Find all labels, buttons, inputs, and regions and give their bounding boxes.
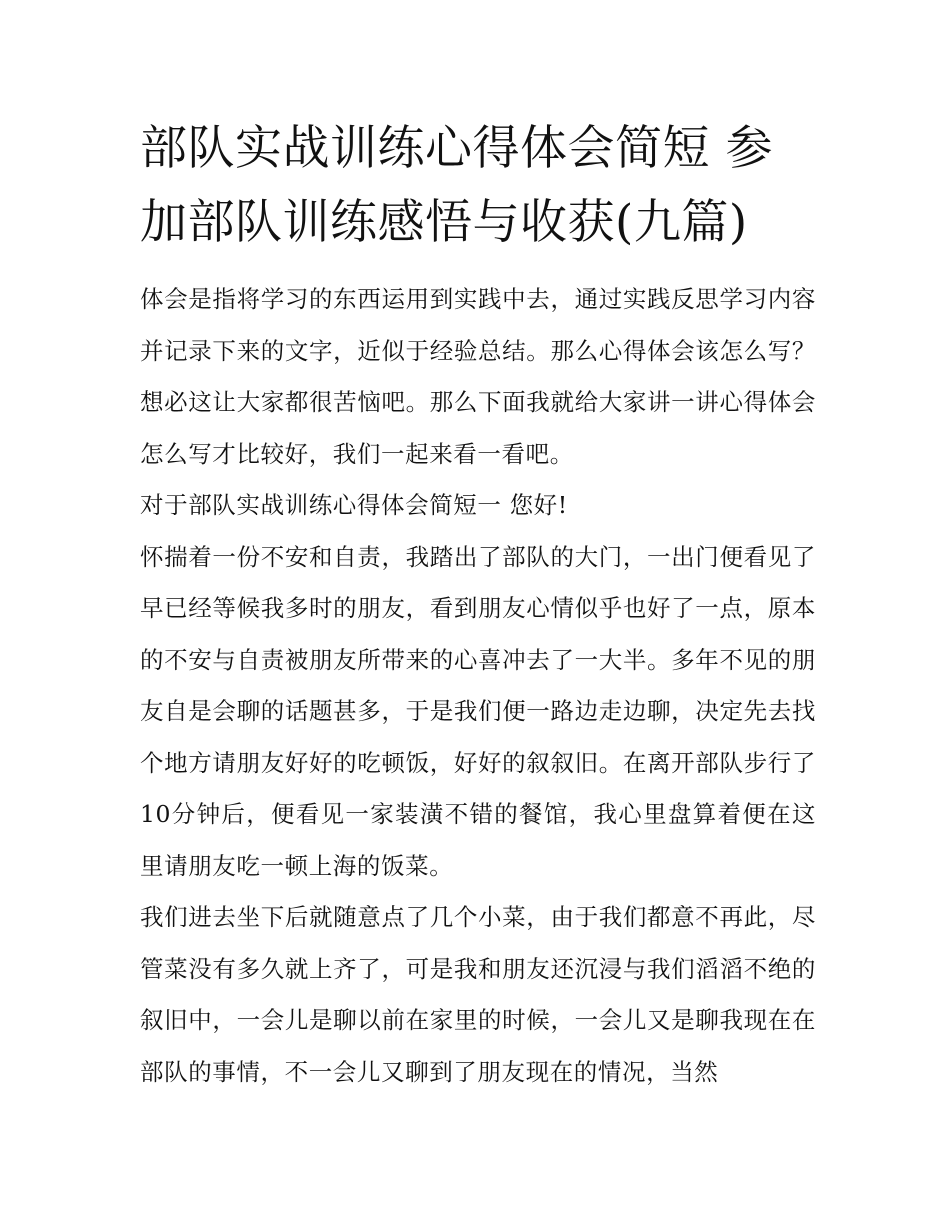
paragraph-body-1: 怀揣着一份不安和自责，我踏出了部队的大门，一出门便看见了早已经等候我多时的朋友，看到朋友心情似乎也好了一点，原本的不安与自责被朋友所带来的心喜冲去了一大半。多年不见的朋友自是会聊的话题甚多，于是我们便一路边走边聊，决定先去找个地方请朋友好好的吃顿饭，好好的叙叙旧。在离开部队步行了10分钟后，便看见一家装潢不错的餐馆，我心里盘算着便在这里请朋友吃一顿上海的饭菜。	[140, 542, 816, 880]
paragraph-intro: 体会是指将学习的东西运用到实践中去，通过实践反思学习内容并记录下来的文字，近似于经验总结。那么心得体会该怎么写？想必这让大家都很苦恼吧。那么下面我就给大家讲一讲心得体会怎么写才比较好，我们一起来看一看吧。	[140, 285, 816, 468]
document-content	[140, 112, 816, 1098]
paragraph-body-2: 我们进去坐下后就随意点了几个小菜，由于我们都意不再此，尽管菜没有多久就上齐了，可是我和朋友还沉浸与我们滔滔不绝的叙旧中，一会儿是聊以前在家里的时候，一会儿又是聊我现在在部队的事情，不一会儿又聊到了朋友现在的情况，当然	[140, 903, 816, 1086]
document-body	[140, 274, 816, 1098]
paragraph-section-heading: 对于部队实战训练心得体会简短一 您好!	[140, 491, 568, 519]
document-title: 部队实战训练心得体会简短 参加部队训练感悟与收获(九篇)	[140, 121, 773, 250]
